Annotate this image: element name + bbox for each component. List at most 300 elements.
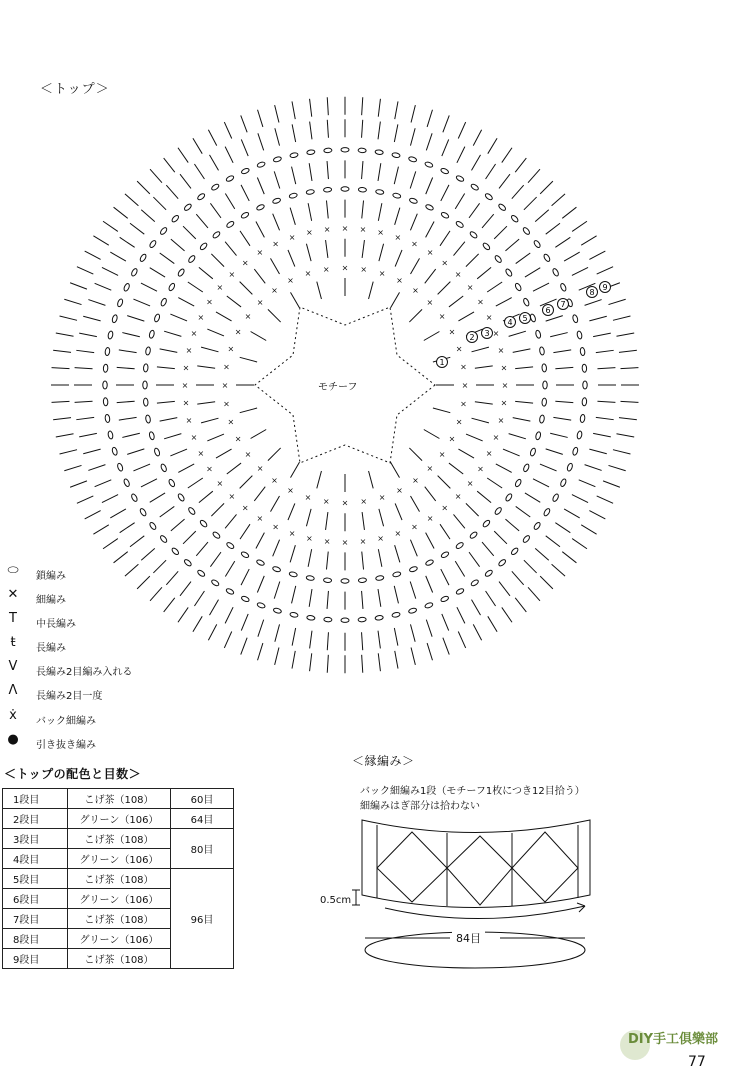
stitch-sc: × [501,381,509,390]
page-title: ＜トップ＞ [40,82,110,97]
stitch-dc [120,523,135,533]
stitch-chain [257,602,266,609]
stitch-chain [154,448,161,457]
stitch-dc [103,221,118,231]
legend-item: ẋ バック細編み [0,710,200,730]
stitch-dc [102,495,118,503]
stitch-chain [424,602,433,609]
stitch-chain [117,463,124,472]
stitch-dc [391,292,400,308]
stitch-dc [515,158,526,172]
stitch-dc [424,430,440,439]
stitch-dc [425,487,436,501]
dc-decrease-icon: Λ [8,683,18,698]
legend-item: Λ 長編み2目一度 [0,685,200,705]
stitch-sc: × [438,311,446,321]
stitch-chain [408,607,417,613]
stitch-dc [426,221,434,237]
stitch-dc [225,561,234,576]
stitch-dc [258,620,264,637]
stitch-chain [375,149,384,154]
stitch-dc [455,193,464,208]
stitch-sc: × [182,398,190,408]
stitch-dc [271,258,280,274]
stitch-dc [76,417,94,419]
round-marker-label: 4 [507,318,513,327]
stitch-dc [141,548,155,560]
stitch-dc [555,401,573,402]
stitch-dc [110,252,126,261]
stitch-dc [564,252,580,261]
stitch-chain [542,398,547,406]
stitch-dc [85,251,101,259]
stitch-dc [225,242,236,256]
stitch-chain [143,364,148,372]
stitch-dc [327,120,328,138]
stitch-dc [369,282,374,299]
stitch-dc [513,418,531,422]
round-marker-label: 9 [602,283,608,292]
stitch-chain [583,381,587,389]
stitch-dc [427,110,432,127]
stitch-dc [572,495,588,503]
stitch-dc [411,105,415,122]
stitch-dc [394,628,398,646]
stitch-chain [131,268,139,277]
stitch-dc [64,299,81,304]
stitch-chain [582,364,587,372]
stitch-dc [164,331,181,336]
stitch-chain [168,282,176,291]
stitch-dc [395,503,402,520]
stitch-chain [168,478,176,487]
stitch-dc [525,493,540,502]
stitch-chain [149,240,157,249]
stitch-dc [475,402,493,404]
stitch-dc [120,237,135,247]
stitch-dc [157,367,175,369]
stitch-dc [378,163,381,181]
stitch-dc [310,631,312,649]
stitch-dc [426,533,434,549]
stitch-dc [201,418,218,423]
stitch-chain [199,242,208,251]
stitch-chain [392,152,401,158]
stitch-chain [211,183,220,191]
stitch-dc [290,208,295,225]
stitch-sc: × [455,417,463,427]
stitch-sc: × [306,533,313,543]
stitch-dc [477,267,491,278]
stitch-chain [103,364,108,372]
stitch-sc: × [359,225,367,235]
stitch-chain [539,347,545,356]
stitch-chain [522,227,531,236]
stitch-dc [409,448,422,461]
stitch-dc [310,122,312,140]
stitch-dc [240,524,250,539]
stitch-sc: × [378,269,386,279]
stitch-dc [241,139,248,156]
stitch-dc [472,155,481,171]
stitch-dc [494,226,507,239]
stitch-dc [216,312,232,321]
stitch-chain [273,607,282,613]
stitch-dc [210,203,221,218]
stitch-chain [323,578,331,583]
stitch-sc: × [271,285,278,295]
stitch-dc [88,300,105,306]
stitch-sc: × [441,258,449,268]
stitch-dc [75,401,93,402]
stitch-dc [309,589,312,607]
stitch-dc [619,418,637,420]
stitch-dc [150,268,165,277]
stitch-chain [577,431,583,440]
stitch-chain [572,314,578,323]
stitch-chain [514,478,522,487]
stitch-chain [171,547,180,556]
stitch-dc [225,607,233,623]
stitch-dc [395,250,402,267]
stitch-dc [224,122,231,138]
stitch-dc [499,174,510,188]
stitch-dc [273,214,280,231]
stitch-dc [426,576,433,593]
stitch-dc [441,185,449,201]
stitch-sc: × [272,522,279,532]
stitch-dc [505,239,519,251]
stitch-chain [149,431,155,440]
stitch-chain [149,521,157,530]
stitch-dc [395,545,400,562]
stitch-sc: × [185,415,193,425]
stitch-dc [457,607,465,623]
dc-increase-icon: V [8,659,18,674]
stitch-sc: × [272,239,279,249]
stitch-dc [533,479,549,487]
stitch-chain [290,152,299,158]
stitch-chain [183,203,192,212]
stitch-chain [455,175,464,183]
stitch-dc [562,552,576,563]
double-crochet-icon: ŧ [10,635,16,650]
stitch-chain [240,551,249,559]
round-marker-label: 1 [439,358,445,367]
stitch-dc [362,200,364,218]
motif-label: モチーフ [318,382,358,393]
stitch-dc [379,244,384,261]
legend-item: ● 引き抜き編み [0,734,200,754]
stitch-dc [257,576,264,593]
stitch-dc [458,631,465,647]
stitch-dc [486,164,496,179]
stitch-chain [484,569,493,577]
stitch-dc [540,181,553,194]
table-row: 3段目 こげ茶（108） 80目 [3,829,234,849]
stitch-chain [440,167,449,174]
stitch-dc [130,536,144,547]
stitch-dc [211,503,224,516]
stitch-dc [597,368,615,369]
stitch-dc [528,587,540,600]
stitch-sc: × [216,283,224,293]
stitch-dc [150,493,165,502]
stitch-chain [482,242,491,251]
stitch-dc [512,185,524,199]
stitch-dc [603,481,620,487]
stitch-dc [83,316,100,321]
stitch-dc [597,267,613,274]
stitch-sc: × [244,450,252,460]
stitch-chain [123,283,130,292]
stitch-dc [426,620,432,637]
stitch-chain [225,588,234,596]
stitch-dc [458,122,465,138]
stitch-dc [619,350,637,352]
stitch-chain [341,579,349,583]
stitch-dc [550,433,568,437]
stitch-dc [379,509,384,526]
stitch-chain [341,148,349,152]
stitch-dc [411,258,420,274]
stitch-dc [210,155,219,171]
stitch-dc [178,298,194,306]
stitch-dc [240,231,250,246]
stitch-sc: × [341,537,349,547]
stitch-dc [469,552,480,567]
stitch-dc [482,542,494,556]
stitch-dc [225,147,233,163]
stitch-dc [395,651,398,669]
stitch-dc [188,478,203,488]
stitch-chain [159,535,168,544]
stitch-dc [453,514,464,528]
stitch-dc [524,560,537,573]
stitch-dc [442,614,449,631]
stitch-sc: × [394,529,402,539]
stitch-chain [392,612,401,618]
stitch-dc [271,496,280,512]
stitch-dc [199,491,213,502]
stitch-dc [224,631,231,647]
stitch-chain [306,189,315,195]
stitch-dc [227,463,241,474]
stitch-dc [443,115,449,132]
stitch-dc [597,401,615,402]
stitch-dc [79,433,97,437]
stitch-chain [358,578,366,583]
stitch-sc: × [256,464,264,474]
stitch-chain [498,558,507,567]
stitch-dc [552,564,565,576]
stitch-sc: × [461,381,469,390]
stitch-dc [256,533,264,549]
stitch-dc [256,221,264,237]
stitch-dc [199,267,213,278]
stitch-dc [327,632,328,650]
stitch-dc [466,254,479,267]
stitch-chain [440,211,449,219]
stitch-dc [70,481,87,487]
stitch-dc [110,509,126,518]
stitch-dc [362,120,363,138]
stitch-dc [505,519,519,531]
stitch-dc [449,296,463,307]
stitch-chain [539,415,545,424]
stitch-dc [440,231,450,246]
stitch-dc [201,347,218,352]
stitch-dc [486,591,496,606]
stitch-dc [160,506,175,517]
stitch-dc [553,417,571,420]
stitch-dc [127,449,144,455]
edging-diamond-1 [377,832,447,902]
stitch-dc [620,368,638,369]
stitch-chain [375,615,384,620]
table-row: 9段目 こげ茶（108） [3,949,234,969]
stitch-dc [103,539,118,549]
stitch-dc [410,214,417,231]
stitch-chain [289,571,298,577]
stitch-chain [392,571,401,577]
slip-stitch-icon: ● [7,732,19,747]
stitch-dc [83,449,100,454]
stitch-dc [458,449,474,458]
stitch-dc [70,283,87,289]
stitch-chain [455,220,464,228]
stitch-sc: × [288,232,296,242]
stitch-sc: × [182,363,190,373]
stitch-chain [226,541,235,549]
stitch-dc [395,208,400,225]
stitch-dc [562,207,576,218]
stitch-dc [487,282,502,292]
stitch-dc [254,269,265,283]
stitch-dc [208,624,216,640]
stitch-dc [410,624,415,641]
stitch-chain [177,493,185,502]
stitch-dc [613,450,630,454]
stitch-dc [127,316,144,322]
stitch-chain [143,381,147,389]
stitch-sc: × [378,492,386,502]
stitch-sc: × [197,312,205,322]
stitch-sc: × [322,264,330,274]
table-row: 5段目 こげ茶（108） 96目 [3,869,234,889]
stitch-dc [472,347,489,352]
stitch-chain [523,298,530,307]
stitch-chain [212,231,221,240]
stitch-sc: × [322,497,330,507]
stitch-sc: × [426,297,434,307]
stitch-dc [453,242,464,256]
stitch-dc [327,97,328,115]
stitch-sc: × [500,398,508,408]
stitch-dc [326,200,328,218]
stitch-sc: × [341,263,349,273]
stitch-chain [107,331,113,340]
stitch-sc: × [306,228,313,238]
stitch-dc [196,542,208,556]
stitch-sc: × [271,476,278,486]
stitch-sc: × [227,417,235,427]
stitch-dc [496,298,512,306]
stitch-dc [546,223,560,234]
stitch-sc: × [323,225,331,235]
stitch-dc [241,638,247,655]
stitch-dc [327,161,328,179]
stitch-chain [139,253,147,262]
stitch-sc: × [190,432,198,442]
stitch-dc [589,511,605,519]
stitch-dc [616,434,634,437]
stitch-dc [378,631,380,649]
stitch-dc [469,203,480,218]
stitch-sc: × [466,283,474,293]
stitch-chain [514,282,522,291]
stitch-chain [552,268,560,277]
stitch-sc: × [256,513,264,523]
stitch-chain [530,448,537,457]
stitch-sc: × [500,363,508,373]
stitch-dc [455,561,464,576]
stitch-chain [154,313,161,322]
stitch-dc [180,174,191,188]
stitch-dc [241,569,249,585]
stitch-dc [589,449,606,454]
stitch-dc [275,624,280,641]
stitch-chain [470,579,479,587]
stitch-dc [308,549,312,567]
stitch-dc [240,408,257,413]
stitch-chain [580,347,585,356]
stitch-dc [207,434,224,441]
stitch-dc [170,314,187,321]
stitch-dc [227,296,241,307]
stitch-dc [409,309,422,322]
stitch-dc [95,480,112,487]
stitch-dc [425,269,436,283]
stitch-dc [441,569,449,585]
stitch-dc [477,491,491,502]
stitch-dc [153,197,166,210]
stitch-dc [496,464,512,472]
stitch-dc [613,316,630,320]
stitch-dc [188,282,203,292]
stitch-dc [160,349,178,353]
stitch-sc: × [411,522,418,532]
stitch-sc: × [492,432,500,442]
stitch-dc [95,283,112,290]
stitch-chain [392,193,401,199]
stitch-dc [292,586,296,604]
stitch-dc [443,638,449,655]
stitch-dc [378,99,380,117]
stitch-chain [505,268,513,277]
stitch-dc [503,449,520,456]
stitch-chain [424,161,433,168]
stitch-sc: × [359,536,367,546]
stitch-sc: × [287,276,294,286]
stitch-sc: × [323,536,331,546]
stitch-dc [56,434,74,437]
stitch-dc [362,97,363,115]
stitch-dc [426,133,432,150]
stitch-sc: × [492,329,500,339]
stitch-dc [552,194,565,206]
stitch-dc [291,292,300,308]
